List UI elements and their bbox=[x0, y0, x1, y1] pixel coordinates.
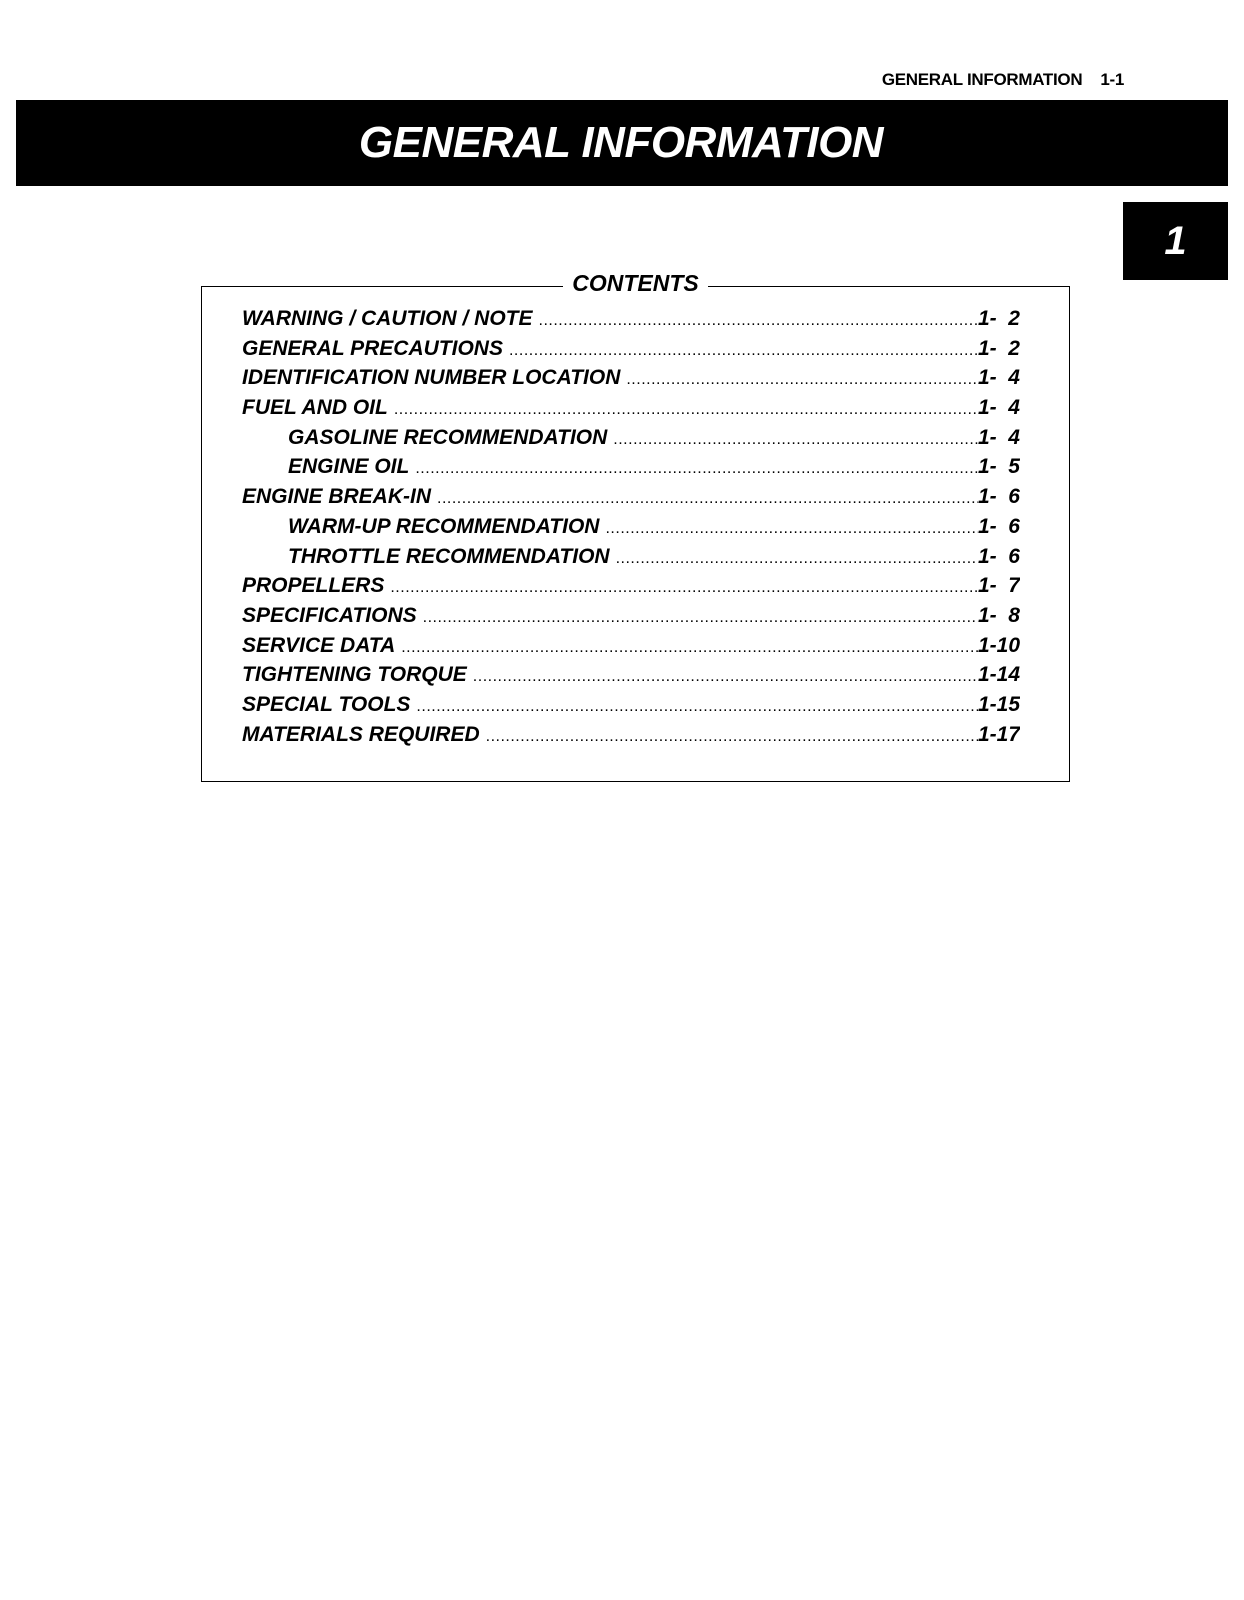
toc-dot-leader bbox=[394, 401, 978, 419]
toc-entry-page: 1- 4 bbox=[977, 366, 1020, 390]
toc-entry[interactable] bbox=[242, 604, 1020, 634]
toc-entry-page: 1- 6 bbox=[977, 544, 1020, 568]
running-header-page-number: 1-1 bbox=[1100, 70, 1124, 89]
running-header bbox=[882, 70, 1124, 90]
toc-entry[interactable] bbox=[242, 545, 1020, 575]
toc-entry-page: 1- 5 bbox=[977, 455, 1020, 479]
toc-entry-page: 1- 6 bbox=[977, 514, 1020, 538]
toc-entry-label: PROPELLERS bbox=[242, 574, 385, 598]
toc-entry-page: 1-15 bbox=[977, 692, 1020, 716]
toc-entry[interactable] bbox=[242, 426, 1020, 456]
toc-entry-label: TIGHTENING TORQUE bbox=[242, 663, 467, 687]
chapter-tab: 1 bbox=[1123, 202, 1228, 280]
toc-entry-label: SERVICE DATA bbox=[242, 633, 396, 657]
table-of-contents bbox=[242, 307, 1020, 752]
toc-dot-leader bbox=[626, 371, 978, 389]
toc-entry[interactable] bbox=[242, 455, 1020, 485]
toc-dot-leader bbox=[401, 639, 978, 657]
toc-entry-page: 1-10 bbox=[977, 633, 1020, 657]
toc-entry-page: 1- 2 bbox=[977, 336, 1020, 360]
toc-dot-leader bbox=[473, 668, 978, 686]
toc-entry-label: ENGINE OIL bbox=[288, 455, 410, 479]
toc-entry[interactable] bbox=[242, 634, 1020, 664]
toc-entry-page: 1-14 bbox=[977, 663, 1020, 687]
toc-entry-label: GASOLINE RECOMMENDATION bbox=[288, 425, 608, 449]
toc-dot-leader bbox=[437, 490, 978, 508]
toc-entry-page: 1- 4 bbox=[977, 425, 1020, 449]
toc-entry[interactable] bbox=[242, 307, 1020, 337]
toc-dot-leader bbox=[616, 550, 978, 568]
toc-entry[interactable] bbox=[242, 663, 1020, 693]
toc-entry[interactable] bbox=[242, 723, 1020, 753]
page-title: GENERAL INFORMATION bbox=[358, 118, 884, 167]
toc-entry-page: 1-17 bbox=[977, 722, 1020, 746]
toc-entry-label: MATERIALS REQUIRED bbox=[242, 722, 480, 746]
contents-heading: CONTENTS bbox=[563, 270, 708, 296]
toc-entry[interactable] bbox=[242, 574, 1020, 604]
toc-entry[interactable] bbox=[242, 337, 1020, 367]
contents-heading-wrapper bbox=[202, 270, 1069, 297]
toc-dot-leader bbox=[605, 520, 977, 538]
toc-entry[interactable] bbox=[242, 693, 1020, 723]
toc-entry-label: THROTTLE RECOMMENDATION bbox=[288, 544, 610, 568]
running-header-section: GENERAL INFORMATION bbox=[881, 70, 1083, 89]
toc-entry[interactable] bbox=[242, 485, 1020, 515]
toc-entry-page: 1- 4 bbox=[977, 396, 1020, 420]
toc-entry-label: SPECIFICATIONS bbox=[242, 603, 417, 627]
toc-entry-page: 1- 8 bbox=[977, 603, 1020, 627]
toc-entry[interactable] bbox=[242, 366, 1020, 396]
toc-entry-label: WARNING / CAUTION / NOTE bbox=[242, 307, 533, 330]
toc-entry-label: IDENTIFICATION NUMBER LOCATION bbox=[242, 366, 621, 390]
toc-dot-leader bbox=[423, 609, 978, 627]
title-banner bbox=[16, 100, 1228, 186]
contents-box bbox=[201, 270, 1070, 782]
toc-entry-page: 1- 7 bbox=[977, 574, 1020, 598]
toc-entry[interactable] bbox=[242, 515, 1020, 545]
toc-entry-label: FUEL AND OIL bbox=[242, 396, 388, 420]
toc-entry-label: GENERAL PRECAUTIONS bbox=[242, 336, 503, 360]
toc-dot-leader bbox=[539, 312, 978, 330]
toc-entry-label: SPECIAL TOOLS bbox=[242, 692, 411, 716]
toc-dot-leader bbox=[415, 460, 978, 478]
toc-entry-label: WARM-UP RECOMMENDATION bbox=[288, 514, 600, 538]
toc-entry[interactable] bbox=[242, 396, 1020, 426]
toc-entry-page: 1- 2 bbox=[977, 307, 1020, 330]
toc-dot-leader bbox=[390, 579, 978, 597]
toc-dot-leader bbox=[509, 342, 978, 360]
toc-dot-leader bbox=[486, 728, 978, 746]
toc-dot-leader bbox=[613, 431, 978, 449]
toc-dot-leader bbox=[416, 698, 978, 716]
toc-entry-label: ENGINE BREAK-IN bbox=[242, 485, 432, 509]
toc-entry-page: 1- 6 bbox=[977, 485, 1020, 509]
